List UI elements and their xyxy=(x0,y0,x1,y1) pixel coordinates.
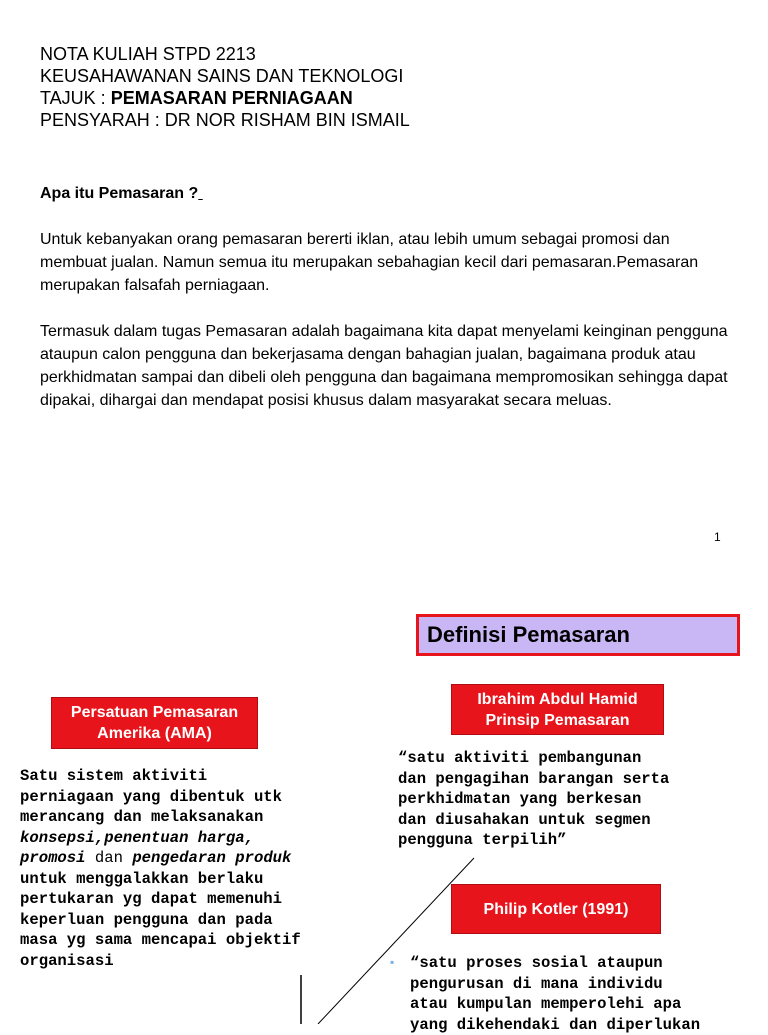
paragraph-2: Termasuk dalam tugas Pemasaran adalah bagaimana kita dapat menyelami keinginan pengguna ataupun calon pengguna dan bekerjasama dengan bahagian jualan, bagaimana produk atau perkhidmatan sampai dan dibeli oleh pengguna dan bagaimana mempromosikan sehingga dapat dipakai, dihargai dan mendapat posisi khusus dalam masyarakat secara meluas. xyxy=(40,320,740,412)
hamid-line: dan diusahakan untuk segmen xyxy=(398,810,669,831)
hamid-heading-line1: Ibrahim Abdul Hamid xyxy=(452,689,663,710)
slide-title: Definisi Pemasaran xyxy=(416,614,740,656)
kotler-line: pengurusan di mana individu xyxy=(410,974,700,995)
hamid-heading-line2: Prinsip Pemasaran xyxy=(452,710,663,731)
ama-line: Satu sistem aktiviti xyxy=(20,766,301,787)
ama-line: keperluan pengguna dan pada xyxy=(20,910,301,931)
topic-label: TAJUK : xyxy=(40,88,111,108)
course-code: NOTA KULIAH STPD 2213 xyxy=(40,43,410,65)
question-text: Apa itu Pemasaran ? xyxy=(40,185,198,202)
ama-line: perniagaan yang dibentuk utk xyxy=(20,787,301,808)
ama-line: masa yg sama mencapai objektif xyxy=(20,930,301,951)
ama-line: pertukaran yg dapat memenuhi xyxy=(20,889,301,910)
page-number: 1 xyxy=(714,530,721,544)
kotler-heading-box: Philip Kotler (1991) xyxy=(451,884,661,934)
ama-italic-pengedaran: pengedaran produk xyxy=(132,849,291,867)
hamid-line: dan pengagihan barangan serta xyxy=(398,769,669,790)
kotler-line: yang dikehendaki dan diperlukan xyxy=(410,1015,700,1035)
ama-heading-line1: Persatuan Pemasaran xyxy=(52,702,257,723)
ama-conjunction: dan xyxy=(86,849,133,867)
course-name: KEUSAHAWANAN SAINS DAN TEKNOLOGI xyxy=(40,65,410,87)
ama-line: merancang dan melaksanakan xyxy=(20,807,301,828)
topic-title: PEMASARAN PERNIAGAAN xyxy=(111,88,353,108)
ama-italic-terms: konsepsi,penentuan harga, xyxy=(20,829,254,847)
ama-italic-promosi: promosi xyxy=(20,849,86,867)
hamid-line: pengguna terpilih” xyxy=(398,830,669,851)
lecturer-line: PENSYARAH : DR NOR RISHAM BIN ISMAIL xyxy=(40,109,410,131)
hamid-line: “satu aktiviti pembangunan xyxy=(398,748,669,769)
kotler-line: atau kumpulan memperolehi apa xyxy=(410,994,700,1015)
hamid-line: perkhidmatan yang berkesan xyxy=(398,789,669,810)
bullet-icon: ▪ xyxy=(390,955,394,969)
diagonal-connector-line xyxy=(318,858,474,1024)
paragraph-1: Untuk kebanyakan orang pemasaran bererti iklan, atau lebih umum sebagai promosi dan membuat jualan. Namun semua itu merupakan sebahagian kecil dari pemasaran.Pemasaran merupakan falsafah perniagaan. xyxy=(40,228,740,297)
kotler-line: “satu proses sosial ataupun xyxy=(410,953,700,974)
ama-line: organisasi xyxy=(20,951,301,972)
ama-line: untuk menggalakkan berlaku xyxy=(20,869,301,890)
ama-heading-line2: Amerika (AMA) xyxy=(52,723,257,744)
